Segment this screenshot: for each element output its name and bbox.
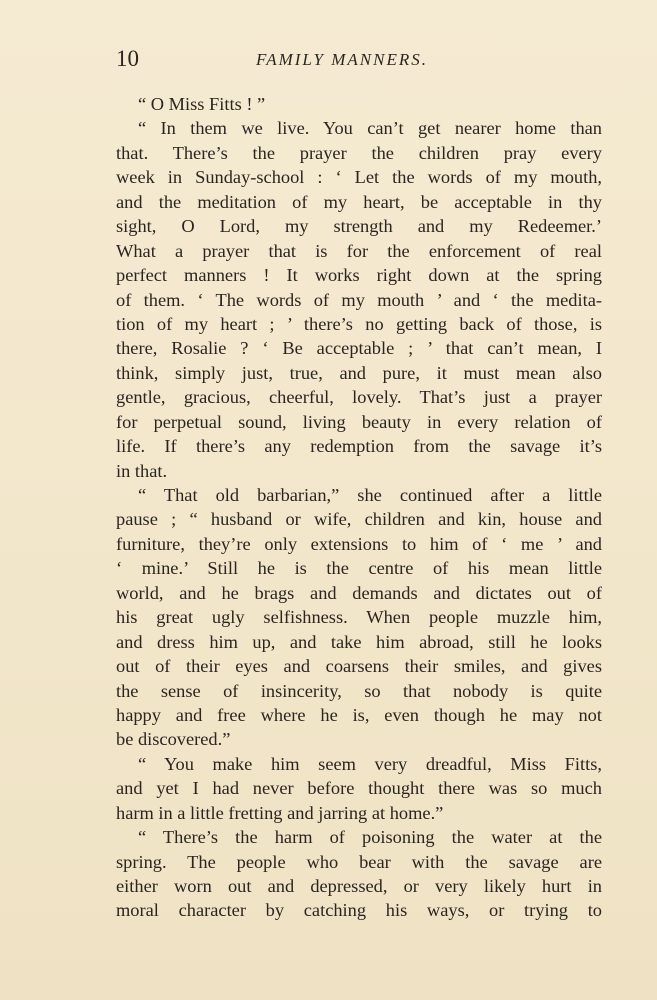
text-line: spring. The people who bear with the savage are (116, 851, 602, 872)
text-line: perfect manners ! It works right down at the spring (116, 265, 602, 286)
running-head (116, 44, 602, 78)
text-line: happy and free where he is, even though he may not (116, 704, 602, 725)
text-line: be discovered.” (116, 729, 231, 750)
text-line: of them. ‘ The words of my mouth ’ and ‘ the medita- (116, 289, 602, 310)
text-line: furniture, they’re only extensions to him of ‘ me ’ and (116, 533, 602, 554)
text-line: “ In them we live. You can’t get nearer home than (138, 118, 602, 139)
page-number: 10 (116, 46, 139, 71)
text-line: for perpetual sound, living beauty in every relation of (116, 411, 602, 432)
text-line: ‘ mine.’ Still he is the centre of his mean little (116, 558, 602, 579)
body-text (116, 92, 602, 923)
running-title: FAMILY MANNERS. (256, 50, 428, 69)
text-line: in that. (116, 460, 168, 481)
text-line: there, Rosalie ? ‘ Be acceptable ; ’ that can’t mean, I (116, 338, 602, 359)
text-line: out of their eyes and coarsens their smiles, and gives (116, 656, 602, 677)
text-line: world, and he brags and demands and dictates out of (116, 582, 602, 603)
text-line: “ O Miss Fitts ! ” (138, 94, 266, 114)
text-line: week in Sunday-school : ‘ Let the words of my mouth, (116, 167, 602, 188)
text-line: and the meditation of my heart, be acceptable in thy (116, 191, 602, 212)
text-line: life. If there’s any redemption from the savage it’s (116, 436, 602, 457)
text-line: pause ; “ husband or wife, children and kin, house and (116, 509, 602, 530)
text-line: moral character by catching his ways, or trying to (116, 900, 602, 921)
text-line: and dress him up, and take him abroad, still he looks (116, 631, 602, 652)
text-line: tion of my heart ; ’ there’s no getting back of those, is (116, 313, 602, 334)
text-line: What a prayer that is for the enforcement of real (116, 240, 602, 261)
text-line: “ You make him seem very dreadful, Miss Fitts, (138, 753, 602, 774)
text-line: that. There’s the prayer the children pray every (116, 142, 602, 163)
text-line: and yet I had never before thought there was so much (116, 778, 602, 799)
text-line: harm in a little fretting and jarring at home.” (116, 802, 444, 823)
text-line: either worn out and depressed, or very likely hurt in (116, 876, 602, 896)
text-line: the sense of insincerity, so that nobody is quite (116, 680, 602, 701)
text-line: “ That old barbarian,” she continued after a little (138, 485, 602, 505)
text-line: gentle, gracious, cheerful, lovely. That’s just a prayer (116, 387, 602, 408)
text-line: sight, O Lord, my strength and my Redeemer.’ (116, 216, 602, 237)
text-line: think, simply just, true, and pure, it must mean also (116, 362, 602, 383)
text-line: “ There’s the harm of poisoning the water at the (138, 827, 602, 848)
text-line: his great ugly selfishness. When people muzzle him, (116, 607, 602, 628)
